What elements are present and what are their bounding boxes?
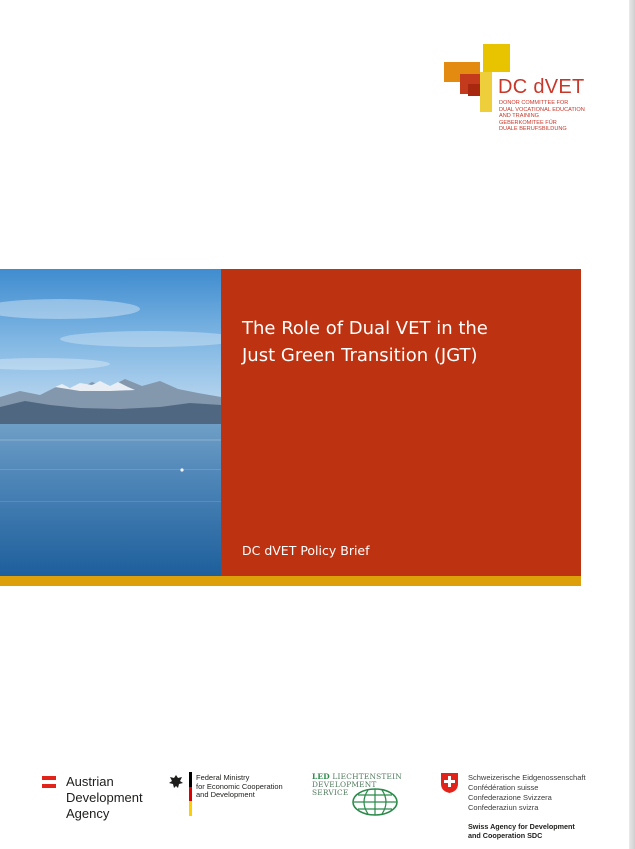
eagle-icon	[168, 774, 184, 790]
ada-text: Austrian Development Agency	[66, 774, 143, 821]
lake-mountains-photo	[0, 269, 221, 576]
led-text: LED LIECHTENSTEIN DEVELOPMENT SERVICE	[312, 772, 402, 797]
sdc-name: Swiss Agency for Development and Cooperation SDC	[468, 822, 575, 840]
logo-subtitle: DONOR COMMITTEE FOR DUAL VOCATIONAL EDUCATION AND TRAINING GEBERKOMITEE FÜR DUALE BERUFSBILDUNG	[499, 100, 585, 133]
document-title: The Role of Dual VET in the Just Green Transition (JGT)	[242, 318, 488, 366]
swiss-cross-icon	[440, 772, 459, 794]
document-subtitle: DC dVET Policy Brief	[242, 543, 370, 558]
german-flag-bar-icon	[189, 772, 192, 816]
bmz-text: Federal Ministry for Economic Cooperation and Development	[196, 773, 283, 799]
austria-flag-icon	[42, 776, 56, 788]
sdc-languages-text: Schweizerische Eidgenossenschaft Confédération suisse Confederazione Svizzera Confederaziun svizra	[468, 773, 586, 812]
page-edge	[629, 0, 635, 849]
title-stripe	[0, 576, 581, 586]
globe-icon	[350, 785, 400, 819]
logo-title: DC dVET	[498, 76, 585, 98]
dc-dvet-logo	[444, 40, 614, 150]
